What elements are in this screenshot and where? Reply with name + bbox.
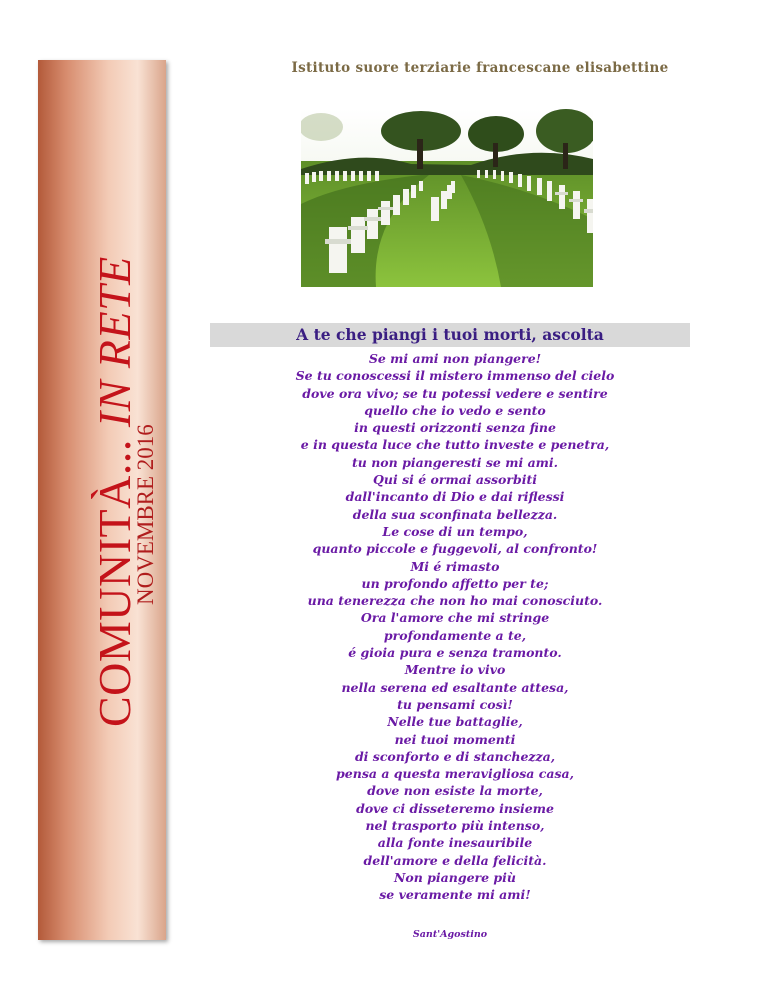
poem-line: quello che io vedo e sento: [364, 402, 546, 418]
poem-line: della sua sconfinata bellezza.: [352, 506, 558, 522]
poem-line: Ora l'amore che mi stringe: [360, 610, 550, 626]
poem-line: Se tu conoscessi il mistero immenso del cielo: [295, 368, 615, 384]
newsletter-title: COMUNITÀ... IN RETE: [89, 256, 140, 727]
poem-line: nel trasporto più intenso,: [365, 818, 545, 834]
poem-line: pensa a questa meravigliosa casa,: [336, 766, 574, 782]
cemetery-photo: [301, 109, 593, 287]
poem-line: dall'incanto di Dio e dai riflessi: [345, 489, 565, 505]
poem-line: Se mi ami non piangere!: [368, 351, 542, 366]
poem-line: nella serena ed esaltante attesa,: [341, 679, 569, 695]
poem-line: Nelle tue battaglie,: [387, 714, 523, 730]
poem-line: é gioia pura e senza tramonto.: [348, 645, 562, 661]
poem-line: nei tuoi momenti: [394, 731, 516, 747]
poem-text: [220, 350, 690, 904]
poem-line: una tenerezza che non ho mai conosciuto.: [307, 593, 603, 609]
poem-line: dell'amore e della felicità.: [363, 852, 547, 868]
poem-line: dove ora vivo; se tu potessi vedere e sentire: [302, 385, 608, 401]
poem-line: Mentre io vivo: [404, 662, 506, 678]
poem-line: Mi é rimasto: [410, 558, 500, 574]
poem-line: Non piangere più: [393, 869, 517, 885]
poem-line: un profondo affetto per te;: [361, 575, 549, 591]
poem-title: A te che piangi i tuoi morti, ascolta: [296, 325, 604, 344]
poem-line: profondamente a te,: [383, 627, 527, 643]
poem-line: e in questa luce che tutto investe e penetra,: [300, 437, 610, 453]
poem-line: in questi orizzonti senza fine: [354, 420, 556, 436]
poem-line: se veramente mi ami!: [379, 887, 531, 903]
poem-line: Qui si é ormai assorbiti: [373, 472, 537, 488]
poem-line: alla fonte inesauribile: [377, 835, 533, 851]
institute-name: Istituto suore terziarie francescane elisabettine: [291, 60, 669, 76]
poem-line: tu non piangeresti se mi ami.: [352, 454, 558, 470]
poem-line: quanto piccole e fuggevoli, al confronto!: [312, 541, 598, 557]
poem-line: tu pensami così!: [397, 696, 513, 712]
poem-line: di sconforto e di stanchezza,: [354, 748, 556, 764]
issue-date: NOVEMBRE 2016: [133, 424, 158, 605]
poem-line: dove non esiste la morte,: [367, 783, 543, 799]
poem-line: dove ci disseteremo insieme: [356, 800, 554, 816]
poem-author: Sant'Agostino: [412, 929, 488, 940]
poem-line: Le cose di un tempo,: [382, 523, 528, 539]
